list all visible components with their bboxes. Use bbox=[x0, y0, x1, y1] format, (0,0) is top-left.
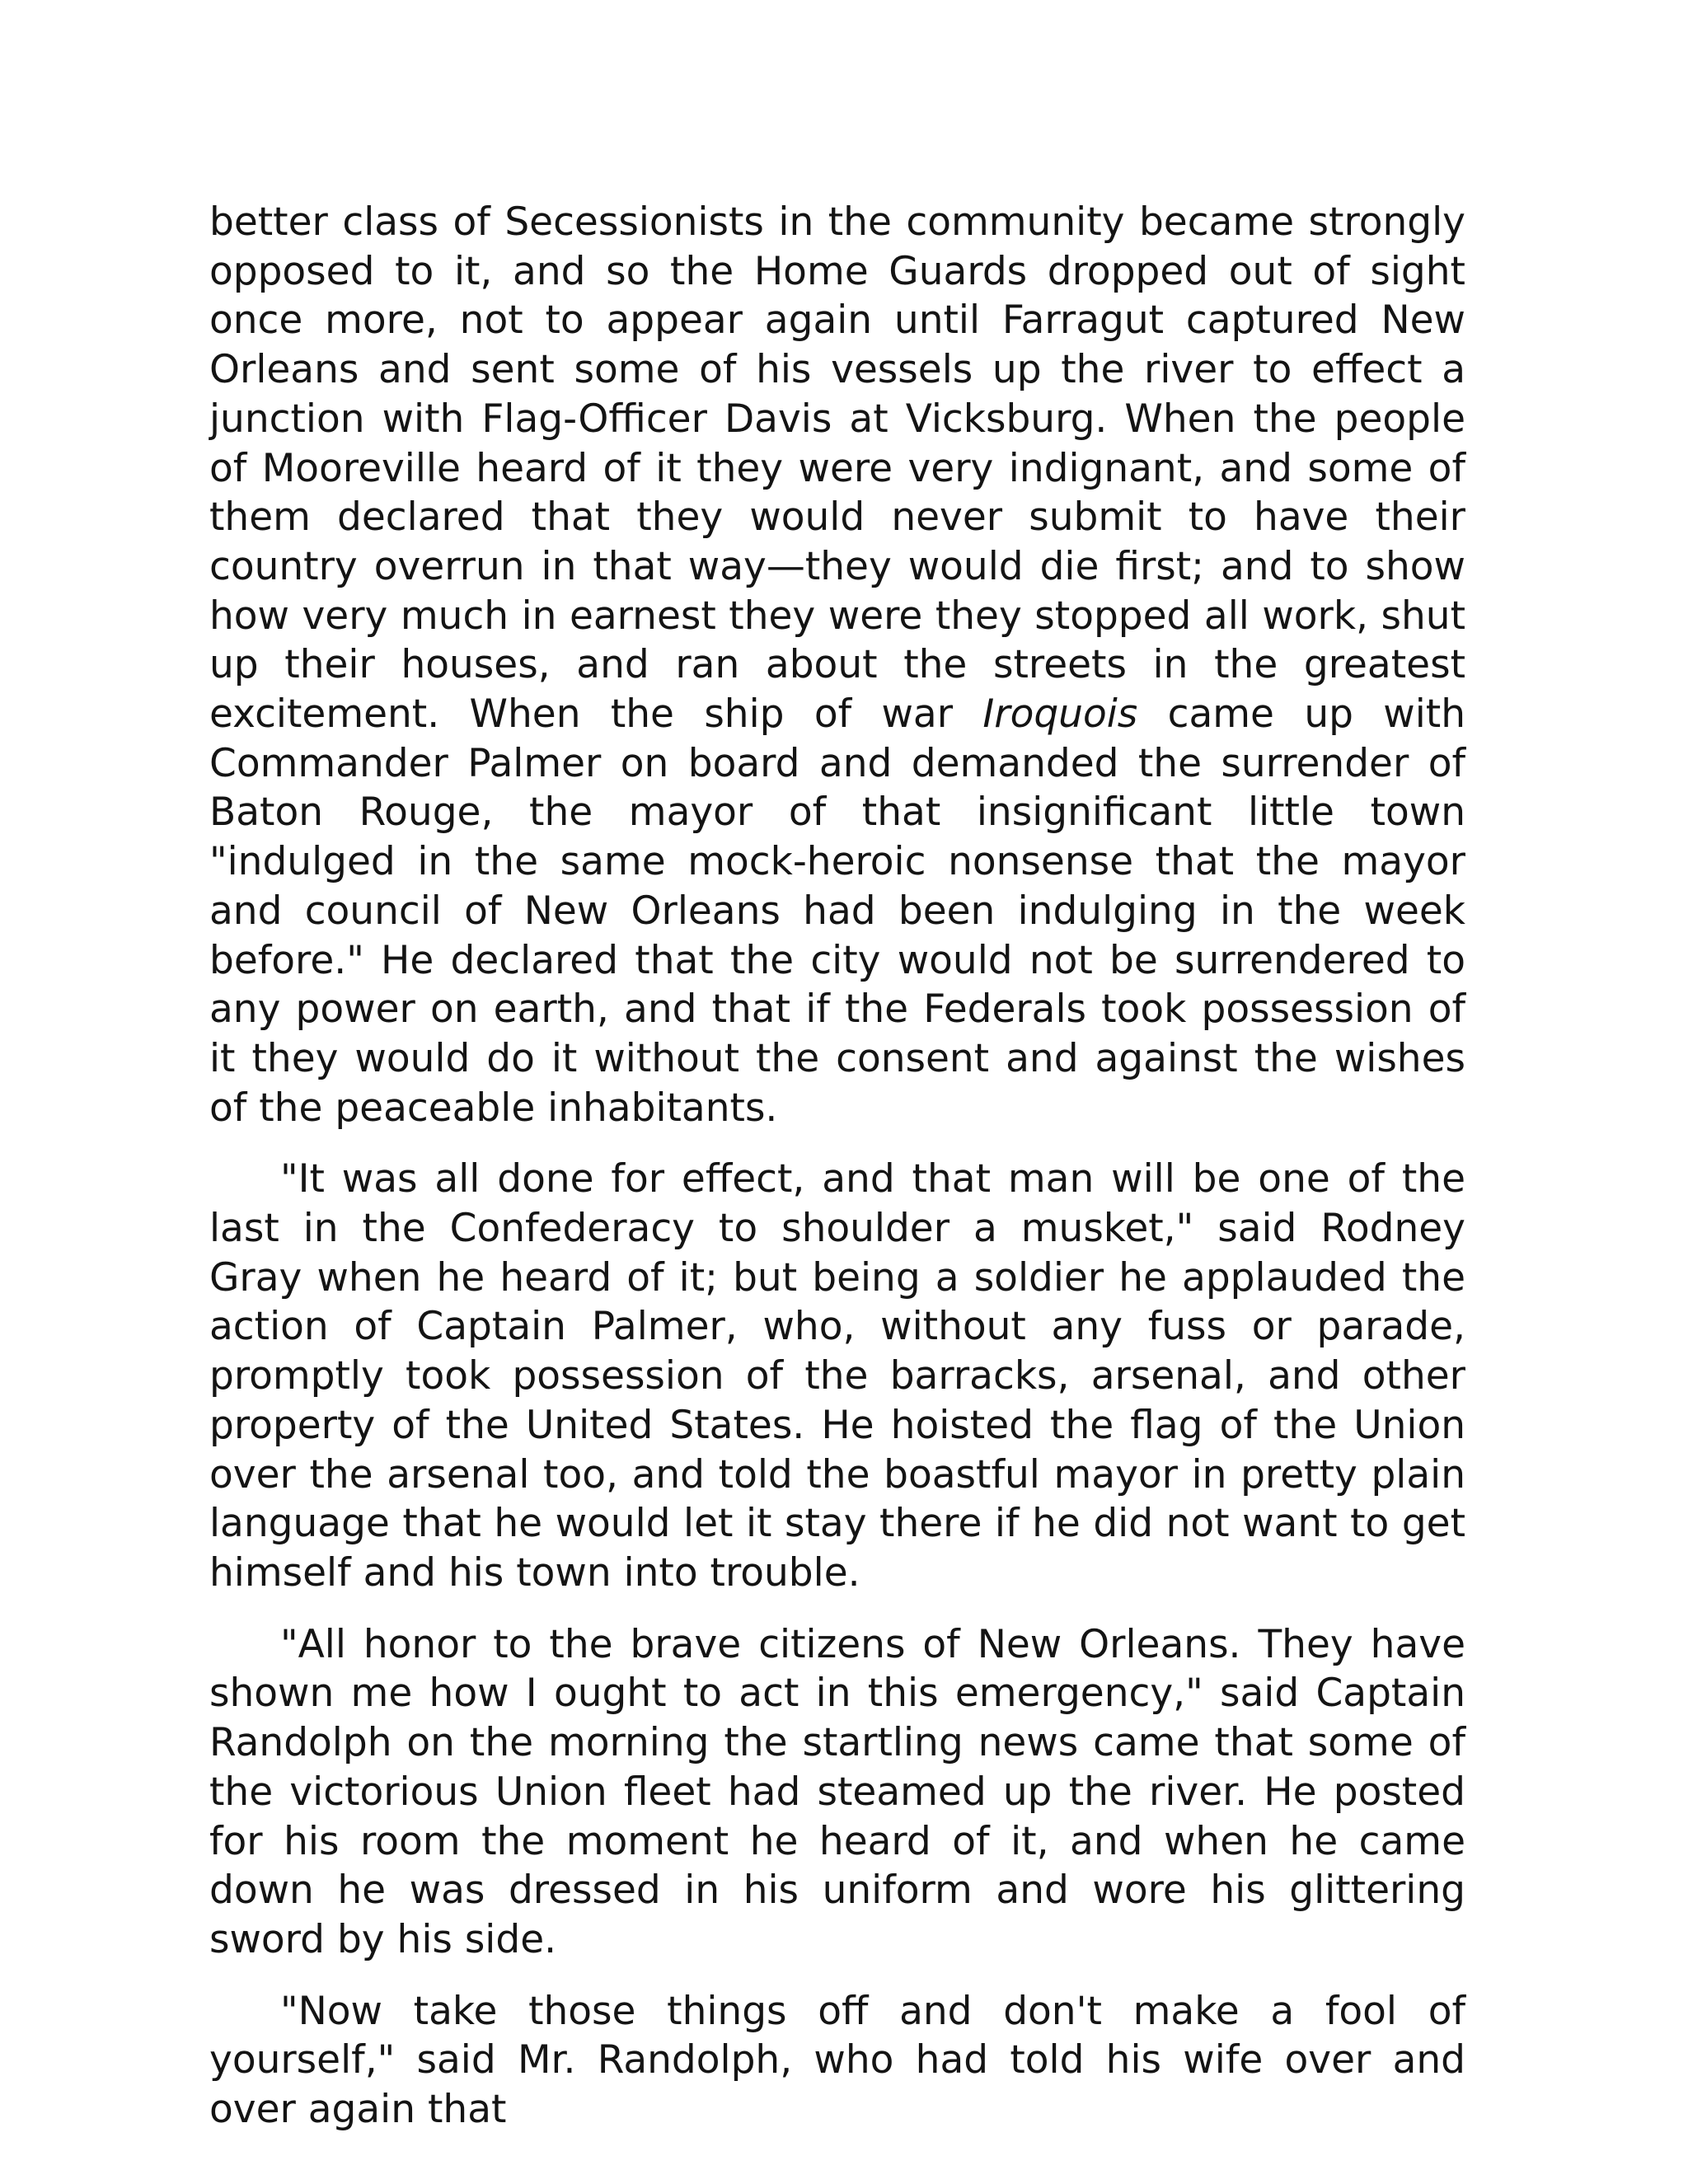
paragraph-1 bbox=[209, 198, 1465, 1132]
page-body bbox=[209, 198, 1465, 2157]
paragraph-3: "All honor to the brave citizens of New Orleans. They have shown me how I ought to act in this emergency," said Captain Randolph on the morning the startling news came that some of the victorious Union fleet had steamed up the river. He posted for his room the moment he heard of it, and when he came down he was dressed in his uniform and wore his glittering sword by his side. bbox=[209, 1621, 1465, 1962]
paragraph-4: "Now take those things off and don't make a fool of yourself," said Mr. Randolph, who had told his wife over and over again that bbox=[209, 1988, 1465, 2133]
paragraph-1-text-after: came up with Commander Palmer on board and demanded the surrender of Baton Rouge, the mayor of that insignificant little town "indulged in the same mock-heroic nonsense that the mayor and council of New Orleans had been indulging in the week before." He declared that the city would not be surrendered to any power on earth, and that if the Federals took possession of it they would do it without the consent and against the wishes of the peaceable inhabitants. bbox=[209, 691, 1466, 1131]
paragraph-1-text-before: better class of Secessionists in the community became strongly opposed to it, and so the Home Guards dropped out of sight once more, not to appear again until Farragut captured New Orleans and sent some of his vessels up the river to effect a junction with Flag-Officer Davis at Vicksburg. When the people of Mooreville heard of it they were very indignant, and some of them declared that they would never submit to have their country overrun in that way—they would die first; and to show how very much in earnest they were they stopped all work, shut up their houses, and ran about the streets in the greatest excitement. When the ship of war bbox=[209, 199, 1465, 738]
ship-name-italic: Iroquois bbox=[982, 691, 1138, 738]
paragraph-2: "It was all done for effect, and that man will be one of the last in the Confederacy to shoulder a musket," said Rodney Gray when he heard of it; but being a soldier he applauded the action of Captain Palmer, who, without any fuss or parade, promptly took possession of the barracks, arsenal, and other property of the United States. He hoisted the flag of the Union over the arsenal too, and told the boastful mayor in pretty plain language that he would let it stay there if he did not want to get himself and his town into trouble. bbox=[209, 1156, 1465, 1596]
